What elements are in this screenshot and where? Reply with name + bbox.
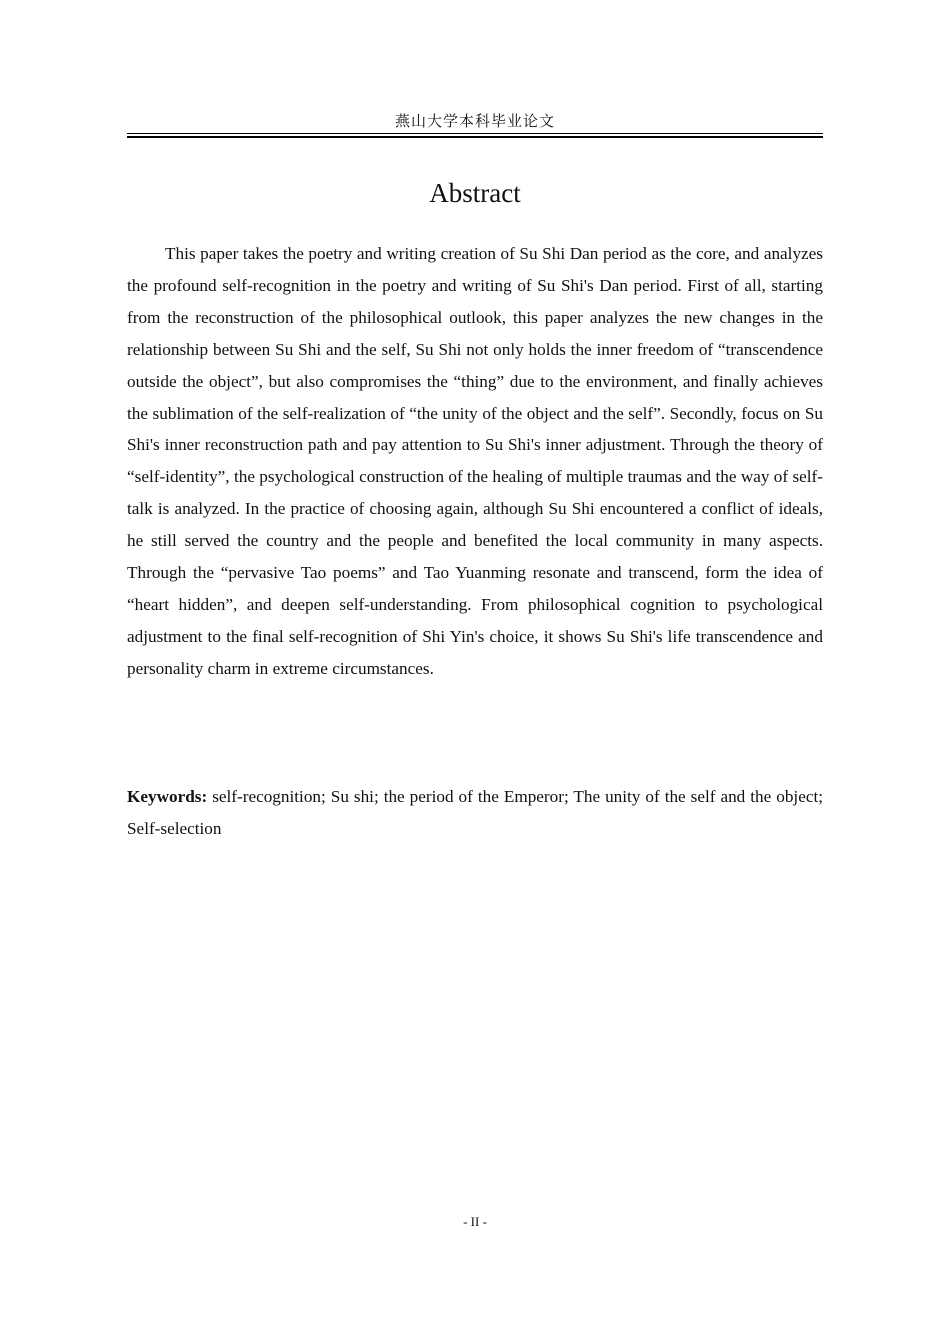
header-double-rule: [127, 133, 823, 138]
abstract-paragraph: This paper takes the poetry and writing creation of Su Shi Dan period as the core, and analyzes the profound self-recognition in the poetry and writing of Su Shi's Dan period. First of all, starting from the reconstruction of the philosophical outlook, this paper analyzes the new changes in the relationship between Su Shi and the self, Su Shi not only holds the inner freedom of “transcendence outside the object”, but also compromises the “thing” due to the environment, and finally achieves the sublimation of the self-realization of “the unity of the object and the self”. Secondly, focus on Su Shi's inner reconstruction path and pay attention to Su Shi's inner adjustment. Through the theory of “self-identity”, the psychological construction of the healing of multiple traumas and the way of self-talk is analyzed. In the practice of choosing again, although Su Shi encountered a conflict of ideals, he still served the country and the people and benefited the local community in many aspects. Through the “pervasive Tao poems” and Tao Yuanming resonate and transcend, form the idea of “heart hidden”, and deepen self-understanding. From philosophical cognition to psychological adjustment to the final self-recognition of Shi Yin's choice, it shows Su Shi's life transcendence and personality charm in extreme circumstances.: [127, 244, 823, 678]
page-number: - II -: [463, 1214, 487, 1229]
keywords-line: [127, 781, 823, 845]
running-header: 燕山大学本科毕业论文: [394, 114, 555, 130]
abstract-title: Abstract: [429, 178, 521, 208]
keywords-text: self-recognition; Su shi; the period of the Emperor; The unity of the self and the object; Self-selection: [127, 787, 823, 838]
keywords-label: Keywords:: [127, 787, 208, 806]
